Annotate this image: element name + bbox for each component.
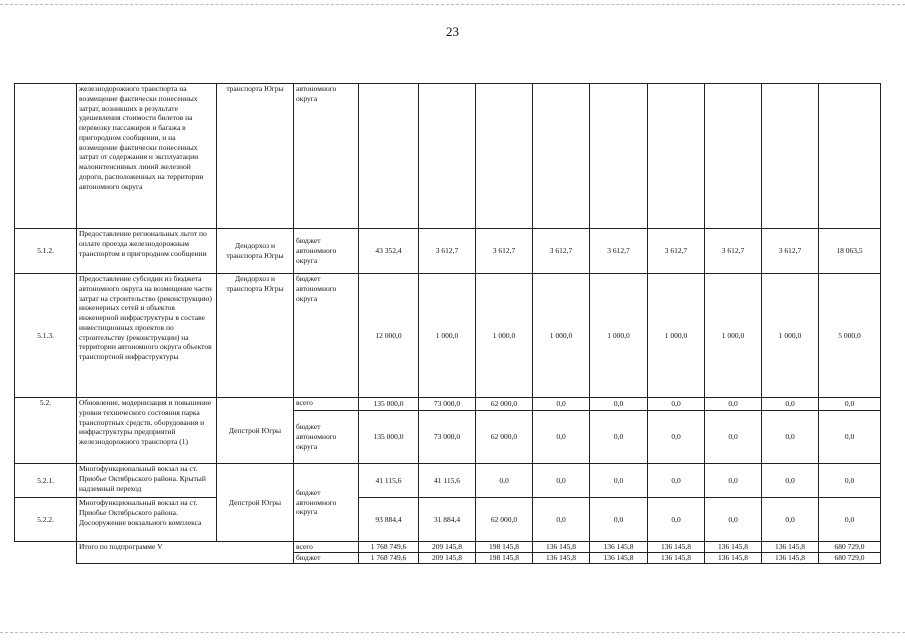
value-cell: 680 729,0 [819,542,881,553]
value-cell: 136 145,8 [648,553,705,564]
row-source: автономного округа [294,84,359,229]
value-cell: 12 000,0 [359,274,419,398]
row-name: Предоставление субсидии из бюджета автономного округа на возмещение части затрат на строительство (реконструкцию) инженерных сетей и объектов инженерной инфраструктуры в составе инвестиционных проектов по строительству (реконструкции) на территории автономного округа объектов транспортной инфраструктуры [77,274,217,398]
value-cell: 0,0 [648,398,705,411]
value-cell: 0,0 [533,411,590,464]
value-cell: 136 145,8 [705,553,762,564]
total-label: Итого по подпрограмме V [77,542,294,564]
value-cell: 136 145,8 [762,553,819,564]
table-row [15,464,881,498]
value-cell [359,84,419,229]
value-cell: 0,0 [648,498,705,542]
value-cell [705,84,762,229]
row-name: Многофункциональный вокзал на ст. Приобье Октябрьского района. Крытый надземный переход [77,464,217,498]
row-number: 5.1.3. [15,274,77,398]
row-source: всего [294,542,359,553]
table-row [15,542,881,553]
row-number [15,84,77,229]
value-cell: 136 145,8 [590,553,648,564]
value-cell [419,84,476,229]
value-cell [762,84,819,229]
value-cell: 0,0 [819,398,881,411]
value-cell: 0,0 [705,464,762,498]
value-cell: 0,0 [705,398,762,411]
value-cell: 0,0 [533,498,590,542]
value-cell: 62 000,0 [476,411,533,464]
table-row [15,274,881,398]
value-cell: 3 612,7 [762,229,819,274]
value-cell: 73 000,0 [419,398,476,411]
value-cell: 1 000,0 [419,274,476,398]
value-cell: 18 063,5 [819,229,881,274]
row-source: бюджет автономного округа [294,229,359,274]
value-cell [648,84,705,229]
page-number: 23 [446,24,459,39]
value-cell: 0,0 [590,411,648,464]
value-cell: 136 145,8 [705,542,762,553]
row-number: 5.2. [15,398,77,464]
value-cell [476,84,533,229]
value-cell: 31 884,4 [419,498,476,542]
row-executor: Дендорхоз и транспорта Югры [217,274,294,398]
value-cell: 135 000,0 [359,411,419,464]
value-cell: 0,0 [762,398,819,411]
value-cell: 3 612,7 [476,229,533,274]
row-name: Предоставление региональных льгот по оплате проезда железнодорожным транспортом в пригородном сообщении [77,229,217,274]
value-cell: 1 000,0 [762,274,819,398]
value-cell: 0,0 [590,398,648,411]
value-cell: 1 000,0 [705,274,762,398]
value-cell: 41 115,6 [359,464,419,498]
value-cell: 93 884,4 [359,498,419,542]
value-cell: 136 145,8 [533,553,590,564]
value-cell: 0,0 [819,464,881,498]
value-cell: 1 000,0 [476,274,533,398]
value-cell: 5 000,0 [819,274,881,398]
value-cell: 0,0 [533,464,590,498]
row-number: 5.2.1. [15,464,77,498]
value-cell: 198 145,8 [476,542,533,553]
row-source: бюджет автономного округа [294,464,359,542]
value-cell: 1 000,0 [590,274,648,398]
value-cell: 1 768 749,6 [359,542,419,553]
value-cell [533,84,590,229]
value-cell: 41 115,6 [419,464,476,498]
value-cell: 3 612,7 [419,229,476,274]
table-row [15,398,881,411]
value-cell: 135 000,0 [359,398,419,411]
page-bottom-edge [0,632,905,633]
value-cell: 43 352,4 [359,229,419,274]
row-source: бюджет автономного округа [294,274,359,398]
value-cell: 3 612,7 [533,229,590,274]
value-cell: 3 612,7 [705,229,762,274]
value-cell: 1 768 749,6 [359,553,419,564]
value-cell: 0,0 [476,464,533,498]
value-cell: 0,0 [762,464,819,498]
row-source: бюджет автономного округа [294,411,359,464]
row-source: всего [294,398,359,411]
row-number: 5.1.2. [15,229,77,274]
value-cell [819,84,881,229]
table-row [15,498,881,542]
value-cell: 73 000,0 [419,411,476,464]
value-cell: 0,0 [533,398,590,411]
value-cell: 0,0 [762,498,819,542]
value-cell: 136 145,8 [762,542,819,553]
value-cell: 136 145,8 [533,542,590,553]
row-executor: Депстрой Югры [217,398,294,464]
budget-table [14,83,881,564]
value-cell: 3 612,7 [648,229,705,274]
value-cell: 680 729,0 [819,553,881,564]
value-cell: 0,0 [590,498,648,542]
row-name: Обновление, модернизация и повышение уровня технического состояния парка транспортных средств, оборудования и инфраструктуры предприятий железнодорожного транспорта (1) [77,398,217,464]
value-cell: 0,0 [762,411,819,464]
table-row [15,229,881,274]
value-cell: 136 145,8 [590,542,648,553]
row-executor: Депстрой Югры [217,464,294,542]
page-top-edge [0,4,905,5]
row-source: бюджет [294,553,359,564]
value-cell: 62 000,0 [476,498,533,542]
row-executor: Дендорхоз и транспорта Югры [217,229,294,274]
table-row [15,84,881,229]
row-name: Многофункциональный вокзал на ст. Приобье Октябрьского района. Досооружение вокзального комплекса [77,498,217,542]
value-cell: 62 000,0 [476,398,533,411]
value-cell: 0,0 [648,411,705,464]
value-cell: 0,0 [705,411,762,464]
value-cell: 3 612,7 [590,229,648,274]
value-cell: 136 145,8 [648,542,705,553]
value-cell [590,84,648,229]
value-cell: 209 145,8 [419,553,476,564]
value-cell: 1 000,0 [533,274,590,398]
value-cell: 0,0 [819,498,881,542]
value-cell: 1 000,0 [648,274,705,398]
value-cell: 0,0 [819,411,881,464]
value-cell: 198 145,8 [476,553,533,564]
value-cell: 209 145,8 [419,542,476,553]
value-cell: 0,0 [590,464,648,498]
row-number: 5.2.2. [15,498,77,542]
row-executor: транспорта Югры [217,84,294,229]
value-cell: 0,0 [648,464,705,498]
value-cell: 0,0 [705,498,762,542]
spacer-cell [15,542,77,564]
row-name: железнодорожного транспорта на возмещение фактически понесенных затрат, возникших в результате удешевления стоимости билетов на перевозку пассажиров и багажа в пригородном сообщении, и на возмещение фактически понесенных затрат от содержания и эксплуатации малоинтенсивных линий железной дороги, расположенных на территории автономного округа [77,84,217,229]
